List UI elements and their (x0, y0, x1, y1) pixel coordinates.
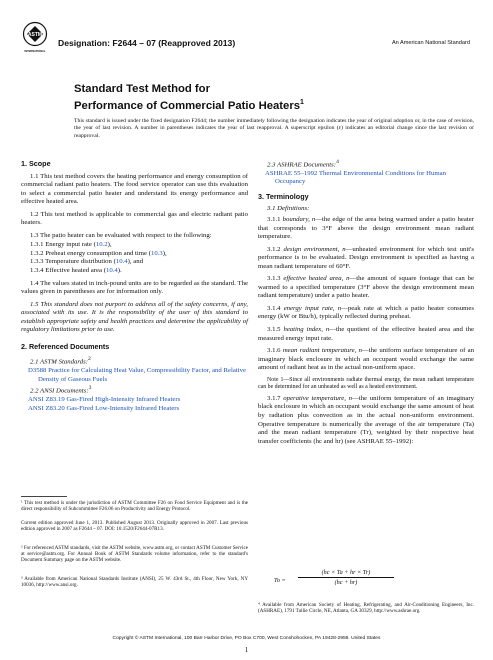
equation-fraction (298, 569, 394, 586)
list-item: 1.3.1 Energy input rate (10.2), (30, 241, 112, 249)
definition-heating-index: 3.1.5 heating index, n—the quotient of the effective heated area and the measured energy input rate. (258, 326, 475, 342)
paragraph-1-3: 1.3 The patio heater can be evaluated with respect to the following: (30, 231, 212, 239)
paragraph-1-2: 1.2 This test method is applicable to commercial gas and electric radiant patio heaters. (21, 210, 248, 227)
page-number: 1 (244, 646, 249, 654)
ashrae-documents-label: 2.3 ASHRAE Documents:$^4$ (267, 159, 339, 169)
issuance-notice: This standard is issued under the fixed designation F2644; the number immediately following the designation indicates the year of original adoption or, in the case of revision, the year of last revision. A number in parentheses indicates the year of last reapproval. A superscript epsilon (ε) indicates an editorial change since the last revision or reapproval. (74, 118, 474, 139)
definition-boundary: 3.1.1 boundary, n—the edge of the area being warmed under a patio heater that corresponds to 3°F above the design environment mean radiant temperature. (258, 215, 474, 241)
reference-link-ansi-z83-20[interactable]: ANSI Z83.20 (28, 404, 65, 412)
definition-design-environment: 3.1.2 design environment, n—unheated environment for which test unit's performance is to be evaluated. Design environment is specified as having a mean radiant temperature of 60°F. (258, 245, 474, 270)
section-link[interactable]: 10.3 (150, 249, 163, 257)
list-item: 1.3.4 Effective heated area (10.4). (30, 267, 122, 275)
definitions-label: 3.1 Definitions: (267, 205, 310, 213)
footnote-1: ¹ This test method is under the jurisdiction of ASTM Committee F26 on Food Service Equipment and is the direct responsibility of Subcommittee F26.06 on Productivity and Energy Protocol. (21, 500, 248, 513)
publisher-label: An American National Standard (391, 40, 470, 46)
svg-text:INTERNATIONAL: INTERNATIONAL (24, 50, 46, 53)
operative-temperature-equation (258, 569, 408, 595)
right-column (258, 158, 474, 450)
section-heading-referenced-documents: 2. Referenced Documents (21, 341, 110, 351)
svg-text:ASTM: ASTM (27, 32, 43, 38)
note-1: Note 1—Since all environments radiate thermal energy, the mean radiant temperature can be determined for an unheated as well as a heated environment. (258, 376, 474, 390)
ansi-documents-label: 2.2 ANSI Documents:$^3$ (30, 385, 92, 395)
footnote-2: ² For referenced ASTM standards, visit the ASTM website, www.astm.org, or contact ASTM Customer Service at service@astm.org. For Annual Book of ASTM Standards volume information, refer to the standard's Document Summary page on the ASTM website. (21, 545, 248, 564)
definition-operative-temperature: 3.1.7 operative temperature, n—the uniform temperature of an imaginary black enclosure in which an occupant would exchange the same amount of heat by radiation plus convection as in the actual non-uniform environment. Operative temperature is numerically the average of the air temperature (Ta) and the mean radiant temperature (Tr), weighted by their respective heat transfer coefficients (hc and hr) (see ASHRAE 55–1992): (258, 394, 474, 445)
designation: Designation: F2644 – 07 (Reapproved 2013) (58, 38, 236, 48)
equation-denominator: (hc + hr) (334, 579, 358, 586)
footnote-3: ³ Available from American National Standards Institute (ANSI), 25 W. 43rd St., 4th Floor, New York, NY 10036, http://www.ansi.org. (21, 576, 248, 589)
section-link[interactable]: 10.4 (115, 258, 128, 266)
paragraph-1-5: 1.5 This standard does not purport to address all of the safety concerns, if any, associated with its use. It is the responsibility of the user of this standard to establish appropriate safety and health practices and determine the applicability of regulatory limitations prior to use. (21, 300, 248, 334)
section-link[interactable]: 10.4 (105, 267, 118, 275)
astm-standards-label: 2.1 ASTM Standards:$^2$ (30, 356, 91, 366)
reference-ansi-z83-19: ANSI Z83.19 Gas-Fired High-Intensity Infrared Heaters (28, 396, 181, 404)
astm-logo-icon (22, 21, 48, 57)
footnote-1-edition: Current edition approved June 1, 2013. Published August 2013. Originally approved in 2007. Last previous edition approved in 2007 as F2644 – 07. DOI: 10.1520/F2644-07R13. (21, 520, 248, 533)
definition-effective-heated-area: 3.1.3 effective heated area, n—the amount of square footage that can be warmed to a specified temperature (3°F above the design environment mean radiant temperature) under a patio heater. (258, 275, 474, 300)
definition-energy-input-rate: 3.1.4 energy input rate, n—peak rate at which a patio heater consumes energy (kW or Btu/h), typically reflected during preheat. (258, 304, 474, 321)
definition-mean-radiant-temperature: 3.1.6 mean radiant temperature, n—the uniform surface temperature of an imaginary black enclosure in which an occupant would exchange the same amount of radiant heat as in the actual non-uniform space. (258, 347, 475, 372)
paragraph-1-4: 1.4 The values stated in inch-pound units are to be regarded as the standard. The values given in parentheses are for information only. (21, 279, 248, 296)
section-heading-scope: 1. Scope (21, 159, 51, 168)
reference-link-d3588[interactable]: D3588 (28, 367, 47, 375)
footnote-divider (21, 496, 67, 497)
reference-ansi-z83-20: ANSI Z83.20 Gas-Fired Low-Intensity Infrared Heaters (28, 404, 180, 412)
footnote-4: ⁴ Available from American Society of Heating, Refrigerating, and Air-Conditioning Engineers, Inc. (ASHRAE), 1791 Tullie Circle, NE, Atlanta, GA 30329, http://www.ashrae.org. (258, 602, 474, 615)
section-link[interactable]: 10.2 (95, 241, 108, 249)
equation-numerator: (hc × Ta + hr × Tr) (298, 569, 394, 578)
section-heading-terminology: 3. Terminology (258, 191, 309, 201)
title-line-2: Performance of Commercial Patio Heaters$^1$ (74, 99, 304, 112)
copyright-footer: Copyright © ASTM International, 100 Barr Harbor Drive, PO Box C700, West Conshohocken, PA 19428-2959. United States (112, 636, 381, 641)
equation-lhs: To = (274, 577, 286, 584)
reference-link-ashrae-55[interactable]: ASHRAE 55–1992 Thermal Environmental Conditions for Human Occupancy (265, 169, 446, 186)
paragraph-1-1: 1.1 This test method covers the heating performance and energy consumption of commercial radiant patio heaters. The food service operator can use this evaluation to select a commercial patio heater and understand its energy performance and effective heated area. (21, 172, 248, 206)
list-item: 1.3.2 Preheat energy consumption and time (10.3), (30, 249, 167, 257)
list-item: 1.3.3 Temperature distribution (10.4), and (30, 258, 144, 266)
title-line-1: Standard Test Method for (74, 83, 210, 95)
left-column (21, 160, 248, 413)
reference-link-ansi-z83-19[interactable]: ANSI Z83.19 (28, 396, 65, 404)
reference-d3588: D3588 Practice for Calculating Heat Value, Compressibility Factor, and Relative Density of Gaseous Fuels (28, 367, 246, 383)
document-title (74, 82, 434, 113)
